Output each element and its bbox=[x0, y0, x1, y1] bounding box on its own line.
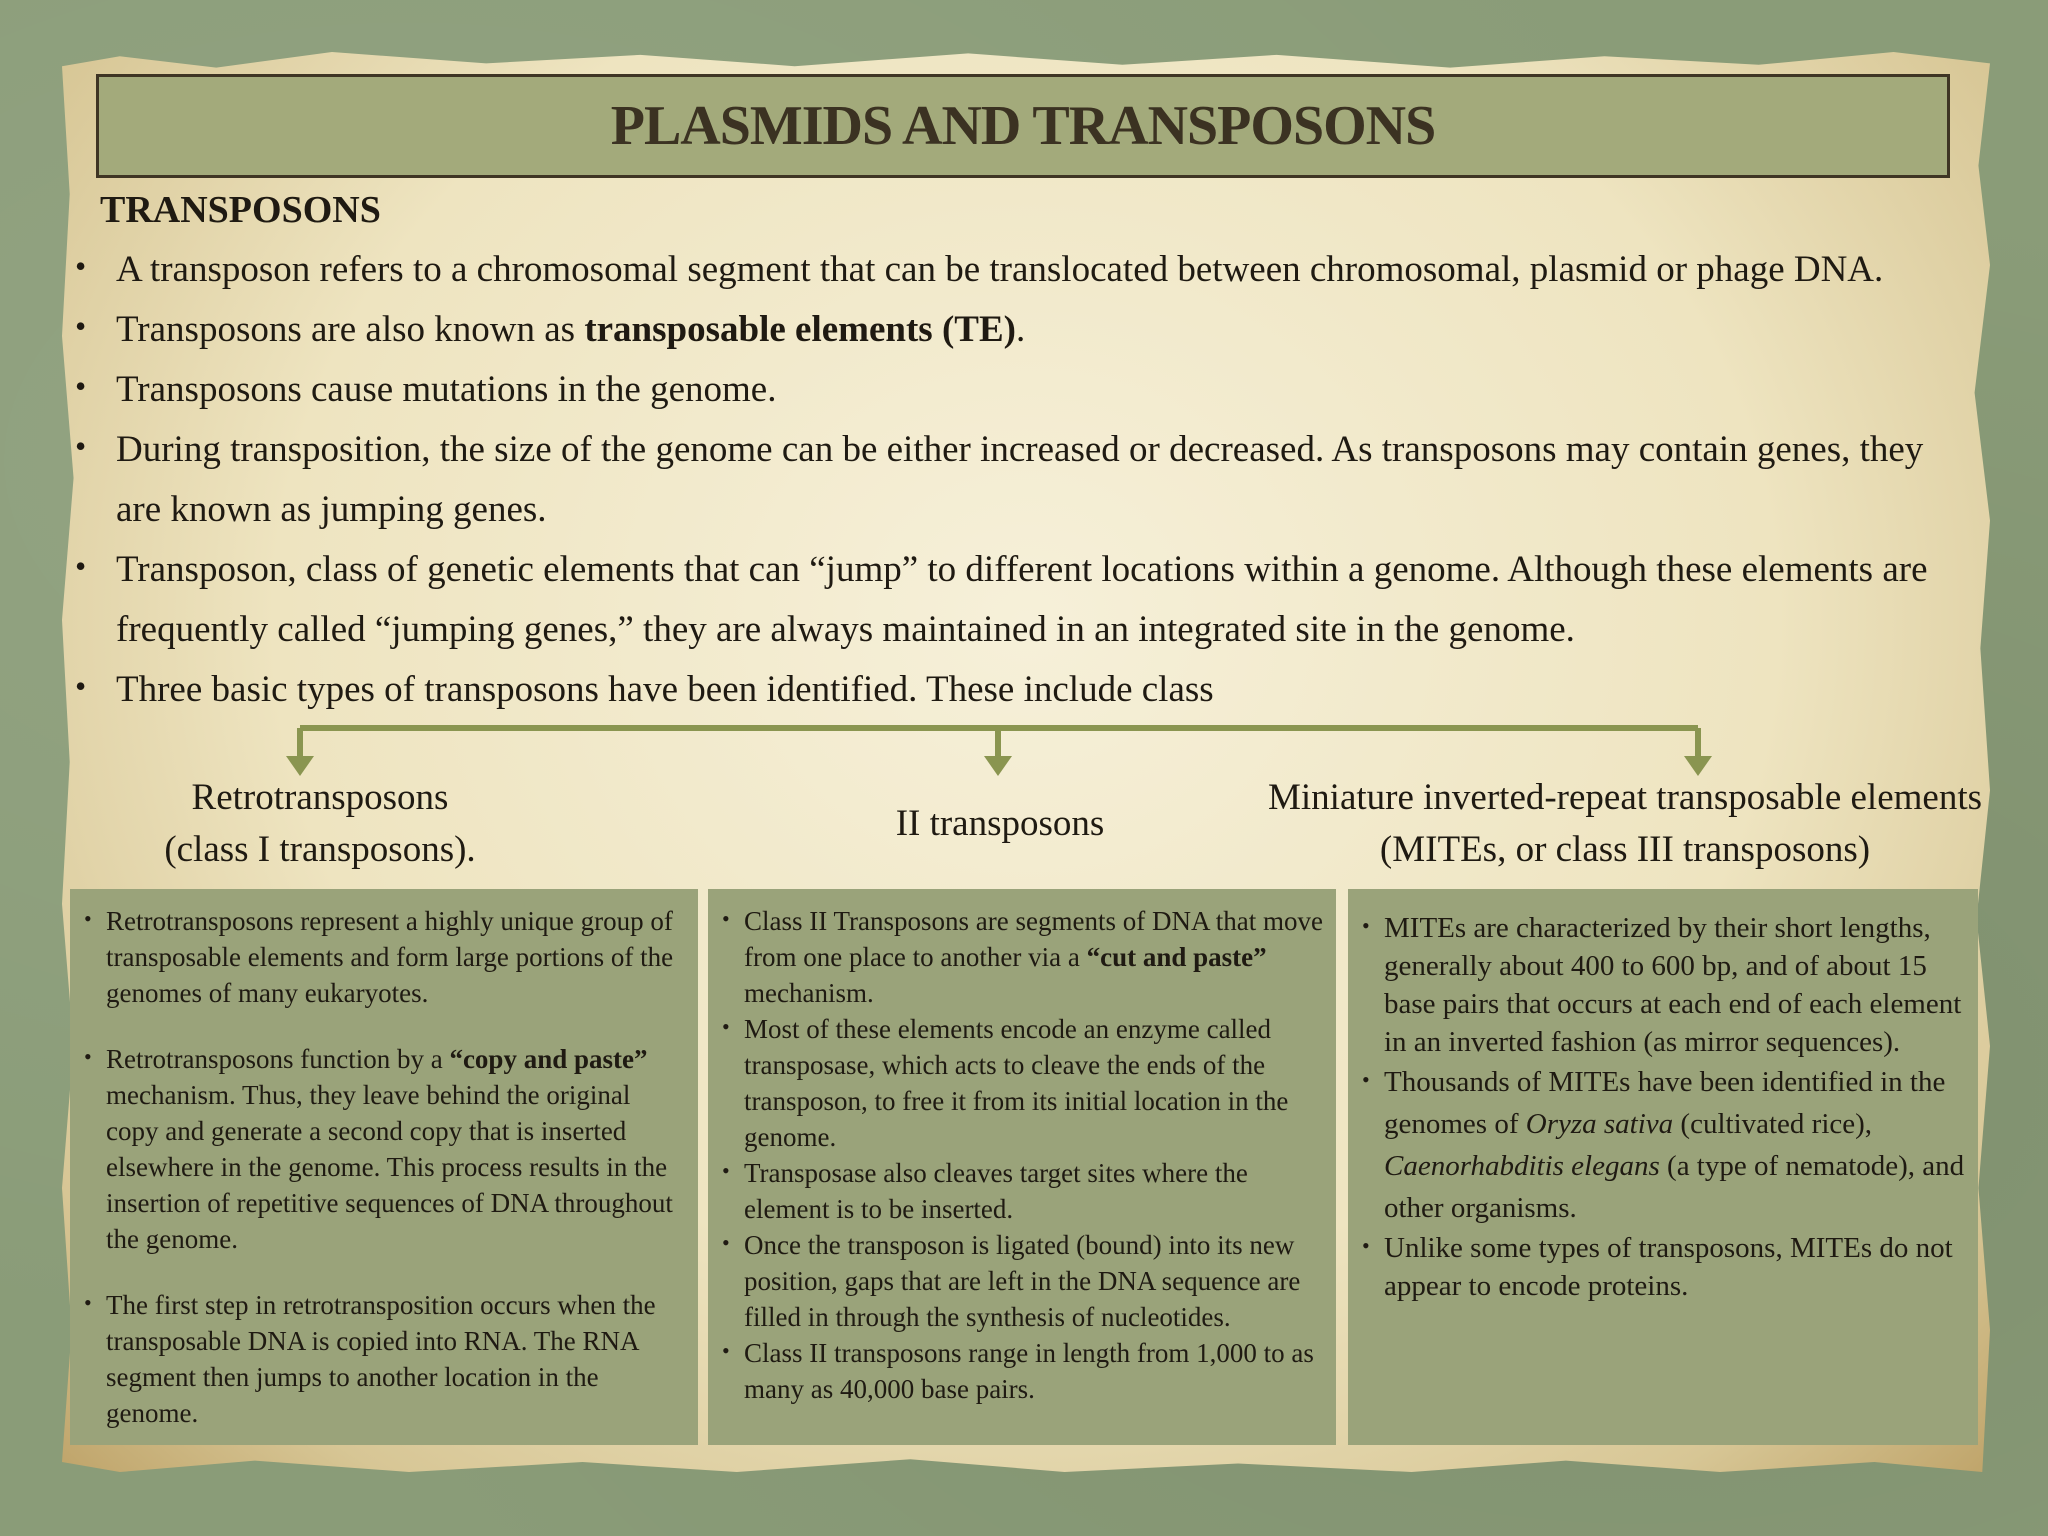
bullet-item: • Transposons are also known as transposable elements (TE). bbox=[70, 300, 1970, 360]
section-title: TRANSPOSONS bbox=[100, 189, 381, 231]
bullet-item: • Transposons cause mutations in the genome. bbox=[70, 360, 1970, 420]
panel-class-ii bbox=[708, 889, 1336, 1445]
bullet-item: • Three basic types of transposons have been identified. These include class bbox=[70, 660, 1970, 720]
page-title: PLASMIDS AND TRANSPOSONS bbox=[610, 95, 1436, 157]
panel-bullet: • Class II Transposons are segments of DNA that move from one place to another via a “cut and paste” mechanism. bbox=[722, 903, 1326, 1011]
class1-label: Retrotransposons (class I transposons). bbox=[164, 777, 476, 870]
panel-mites bbox=[1348, 889, 1978, 1445]
bullet-item: • During transposition, the size of the genome can be either increased or decreased. As transposons may contain genes, they are known as jumping genes. bbox=[70, 420, 1970, 540]
panel-bullet: • Retrotransposons represent a highly unique group of transposable elements and form large portions of the genomes of many eukaryotes. bbox=[84, 903, 688, 1011]
class2-label: II transposons bbox=[895, 803, 1105, 844]
bullet-item: • Transposon, class of genetic elements that can “jump” to different locations within a genome. Although these elements are frequently called “jumping genes,” they are always maintained in an integrated site in the genome. bbox=[70, 540, 1970, 660]
panel-bullet: • Transposase also cleaves target sites where the element is to be inserted. bbox=[722, 1155, 1326, 1227]
arrow-head-2 bbox=[984, 756, 1012, 776]
panel-bullet: • Thousands of MITEs have been identified in the genomes of Oryza sativa (cultivated rice), Caenorhabditis elegans (a type of nematode), and other organisms. bbox=[1362, 1061, 1968, 1229]
panel-retrotransposons bbox=[70, 889, 698, 1445]
panel-bullet: • Class II transposons range in length from 1,000 to as many as 40,000 base pairs. bbox=[722, 1335, 1326, 1407]
panel-bullet: • Most of these elements encode an enzyme called transposase, which acts to cleave the ends of the transposon, to free it from its initial location in the genome. bbox=[722, 1011, 1326, 1155]
panel-bullet: • The first step in retrotransposition occurs when the transposable DNA is copied into RNA. The RNA segment then jumps to another location in the genome. bbox=[84, 1287, 688, 1431]
panel-bullet: • MITEs are characterized by their short lengths, generally about 400 to 600 bp, and of about 15 base pairs that occurs at each end of each element in an inverted fashion (as mirror sequences). bbox=[1362, 909, 1968, 1061]
bullet-item: • A transposon refers to a chromosomal segment that can be translocated between chromosomal, plasmid or phage DNA. bbox=[70, 240, 1970, 300]
panel-bullet: • Unlike some types of transposons, MITEs do not appear to encode proteins. bbox=[1362, 1229, 1968, 1305]
panel-bullet: • Retrotransposons function by a “copy and paste” mechanism. Thus, they leave behind the original copy and generate a second copy that is inserted elsewhere in the genome. This process results in the insertion of repetitive sequences of DNA throughout the genome. bbox=[84, 1041, 688, 1257]
class3-label: Miniature inverted-repeat transposable elements (MITEs, or class III transposons) bbox=[1267, 777, 1983, 870]
panel-bullet: • Once the transposon is ligated (bound) into its new position, gaps that are left in the DNA sequence are filled in through the synthesis of nucleotides. bbox=[722, 1227, 1326, 1335]
